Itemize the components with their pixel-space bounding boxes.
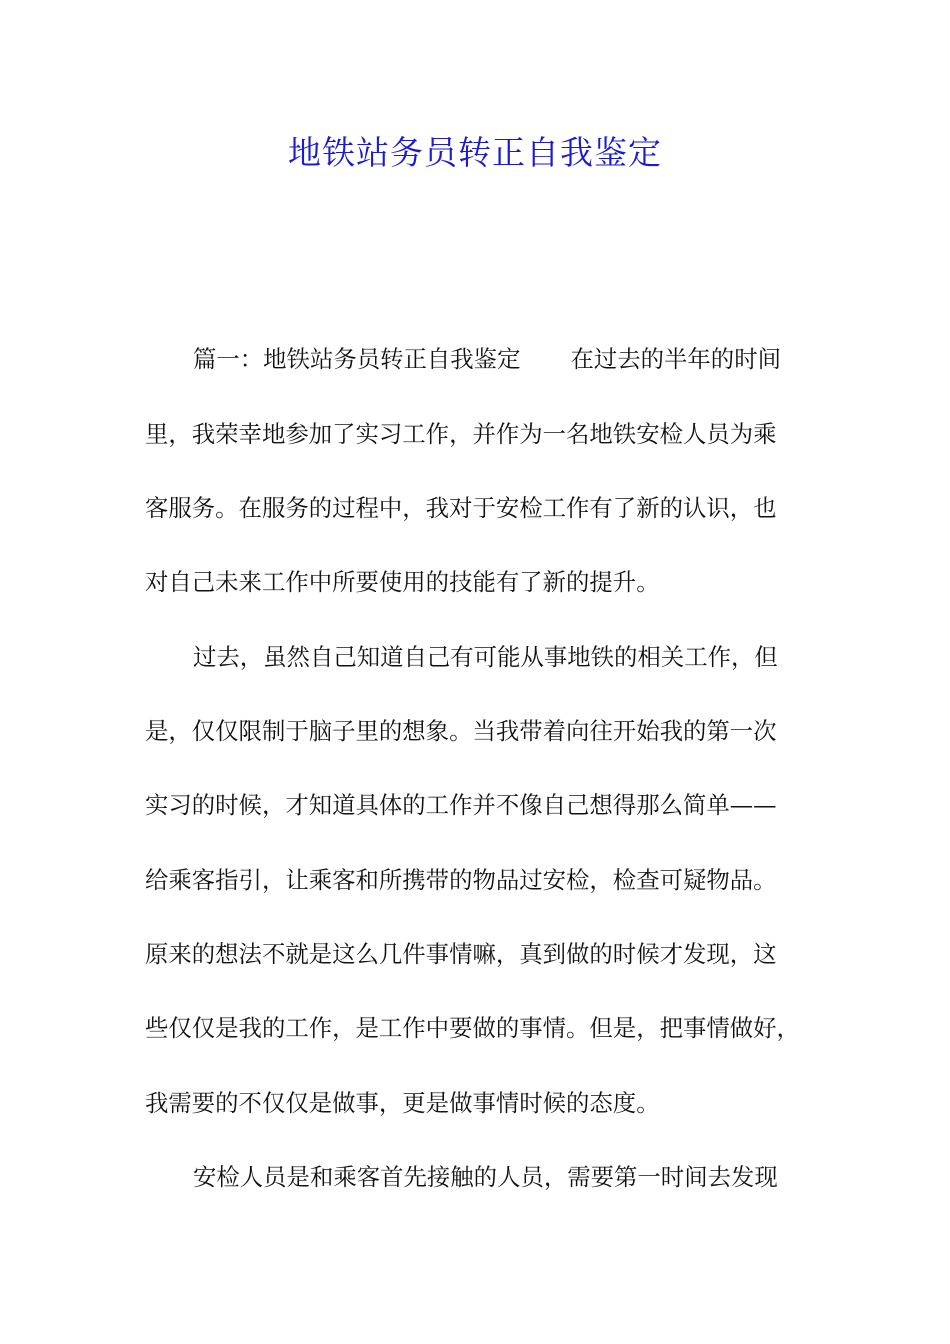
paragraph-line: 客服务。在服务的过程中，我对于安检工作有了新的认识，也: [145, 494, 777, 522]
paragraph-line: [193, 341, 825, 377]
paragraph-line: 是，仅仅限制于脑子里的想象。当我带着向往开始我的第一次: [145, 717, 777, 745]
paragraph-text: 在过去的半年的时间: [570, 345, 781, 373]
paragraph-line: 给乘客指引，让乘客和所携带的物品过安检，检查可疑物品。: [145, 866, 777, 894]
document-title: 地铁站务员转正自我鉴定: [288, 133, 662, 172]
paragraph-line: 我需要的不仅仅是做事，更是做事情时候的态度。: [145, 1089, 660, 1117]
paragraph-line: 些仅仅是我的工作，是工作中要做的事情。但是，把事情做好，: [145, 1014, 800, 1042]
paragraph-line: 里，我荣幸地参加了实习工作，并作为一名地铁安检人员为乘: [145, 420, 777, 448]
paragraph-line: 过去，虽然自己知道自己有可能从事地铁的相关工作，但: [193, 643, 778, 671]
paragraph-line: 对自己未来工作中所要使用的技能有了新的提升。: [145, 568, 660, 596]
paragraph-line: 实习的时候，才知道具体的工作并不像自己想得那么简单——: [145, 791, 777, 819]
section-heading: 篇一：地铁站务员转正自我鉴定: [193, 345, 521, 373]
paragraph-line: 安检人员是和乘客首先接触的人员，需要第一时间去发现: [193, 1163, 778, 1191]
paragraph-line: 原来的想法不就是这么几件事情嘛，真到做的时候才发现，这: [145, 940, 777, 968]
